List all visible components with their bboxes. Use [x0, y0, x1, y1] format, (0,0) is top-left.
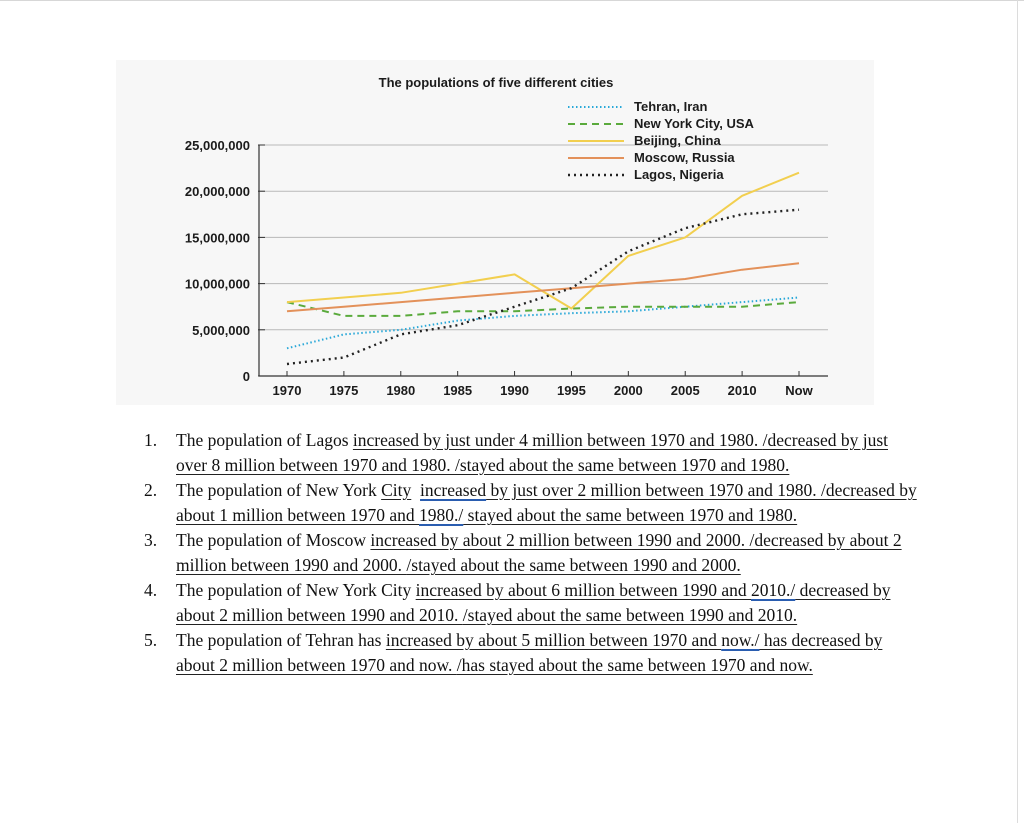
x-tick-label: 1995: [556, 383, 586, 398]
answer-option[interactable]: by just over 2 million between 1970 and 1980.: [486, 480, 821, 500]
x-tick-label: Now: [785, 383, 813, 398]
answer-option[interactable]: /stayed about the same between 1990 and 2010.: [462, 605, 798, 625]
legend-label: Tehran, Iran: [634, 99, 708, 114]
y-tick-label: 25,000,000: [184, 138, 250, 153]
answer-option[interactable]: 1980./: [419, 505, 464, 525]
answer-option[interactable]: /decreased by about 2 million between 1990 and 2000.: [176, 530, 902, 575]
legend-label: Beijing, China: [634, 133, 721, 148]
question-lead: The population of Moscow: [176, 530, 371, 550]
chart-title: The populations of five different cities: [378, 75, 614, 90]
answer-option[interactable]: stayed about the same between 1970 and 1980.: [463, 505, 798, 525]
answer-option[interactable]: /decreased by about 1 million between 1970 and: [176, 480, 917, 525]
question-1: [140, 428, 920, 478]
x-tick-label: 1980: [386, 383, 416, 398]
legend: [568, 99, 755, 182]
answer-option[interactable]: has decreased by about 2 million between 1970 and now.: [176, 630, 883, 675]
question-lead: The population of Tehran has: [176, 630, 386, 650]
legend-label: Moscow, Russia: [634, 150, 735, 165]
answer-option[interactable]: /stayed about the same between 1970 and 1980.: [454, 455, 790, 475]
answer-option[interactable]: increased by about 6 million between 1990 and: [415, 580, 751, 600]
answer-option[interactable]: /decreased by just over 8 million between 1970 and 1980.: [176, 430, 888, 475]
question-lead-marked: City: [381, 480, 412, 500]
x-tick-label: 2010: [727, 383, 757, 398]
line-chart: [116, 60, 874, 405]
grid-lines: [259, 145, 828, 330]
question-number: 5.: [144, 630, 158, 650]
question-number: 1.: [144, 430, 158, 450]
question-lead: The population of New York: [176, 480, 382, 500]
answer-option[interactable]: decreased by about 2 million between 1990 and 2010.: [176, 580, 891, 625]
question-lead: The population of Lagos: [176, 430, 353, 450]
answer-option[interactable]: increased by about 5 million between 1970 and: [385, 630, 722, 650]
answer-option[interactable]: now./: [721, 630, 760, 650]
page-right-rule: [1017, 0, 1018, 823]
axes: [185, 138, 828, 398]
x-tick-label: 1985: [443, 383, 473, 398]
y-tick-label: 0: [242, 369, 250, 384]
x-tick-label: 1975: [329, 383, 359, 398]
y-tick-label: 10,000,000: [184, 276, 250, 292]
x-tick-label: 2005: [670, 383, 700, 398]
legend-label: New York City, USA: [634, 116, 754, 131]
x-tick-label: 1970: [272, 383, 302, 398]
y-tick-label: 15,000,000: [184, 230, 250, 246]
question-4: [140, 578, 920, 628]
question-number: 4.: [144, 580, 158, 600]
answer-option[interactable]: 2010./: [751, 580, 796, 600]
question-number: 2.: [144, 480, 158, 500]
question-number: 3.: [144, 530, 158, 550]
question-3: [140, 528, 920, 578]
series-line: [287, 210, 799, 364]
question-5: [140, 628, 920, 678]
x-tick-label: 1990: [500, 383, 530, 398]
series-lines: [287, 173, 799, 364]
question-list: [140, 428, 920, 678]
answer-option[interactable]: increased by about 2 million between 1990 and 2000.: [370, 530, 750, 550]
series-line: [287, 263, 799, 311]
legend-label: Lagos, Nigeria: [634, 167, 724, 182]
y-tick-label: 20,000,000: [184, 184, 250, 200]
answer-option[interactable]: increased: [420, 480, 487, 500]
series-line: [287, 173, 799, 309]
answer-option[interactable]: /has stayed about the same between 1970 and now.: [456, 655, 813, 675]
answer-option[interactable]: /stayed about the same between 1990 and 2000.: [406, 555, 741, 575]
question-2: [140, 478, 920, 528]
answer-option[interactable]: increased by just under 4 million between 1970 and 1980.: [352, 430, 763, 450]
x-tick-label: 2000: [613, 383, 643, 398]
question-lead: The population of New York City: [176, 580, 416, 600]
page-top-rule: [0, 0, 1024, 1]
y-tick-label: 5,000,000: [192, 322, 250, 338]
